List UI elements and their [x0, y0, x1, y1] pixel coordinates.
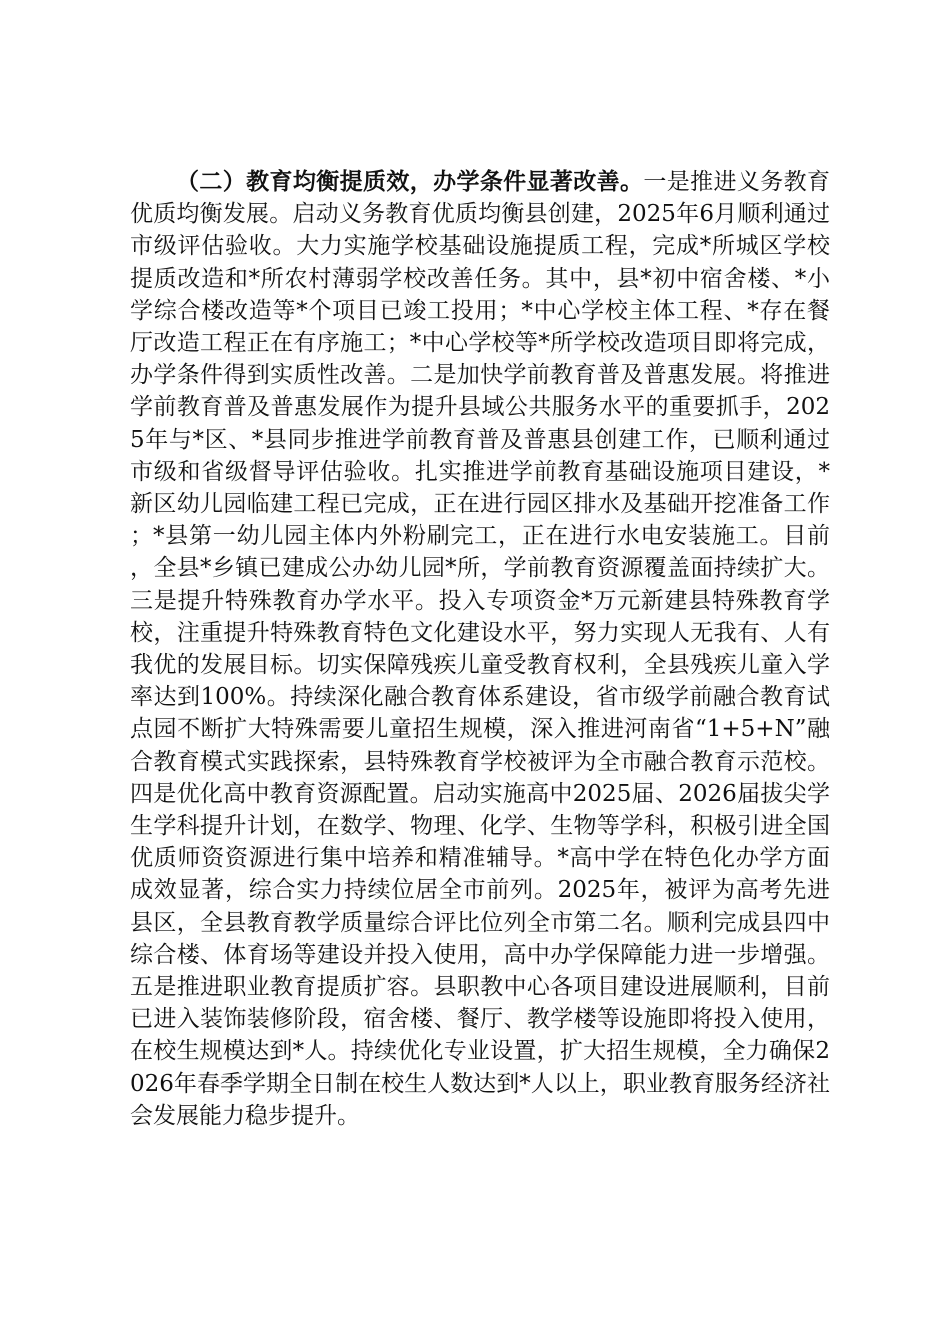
- section-heading: （二）教育均衡提质效，办学条件显著改善。: [176, 168, 644, 195]
- paragraph: [130, 166, 830, 1132]
- paragraph-text: 一是推进义务教育优质均衡发展。启动义务教育优质均衡县创建，2025年6月顺利通过市级评估验收。大力实施学校基础设施提质工程，完成*所城区学校提质改造和*所农村薄弱学校改善任务。其中，县*初中宿舍楼、*小学综合楼改造等*个项目已竣工投用；*中心学校主体工程、*存在餐厅改造工程正在有序施工；*中心学校等*所学校改造项目即将完成，办学条件得到实质性改善。二是加快学前教育普及普惠发展。将推进学前教育普及普惠发展作为提升县域公共服务水平的重要抓手，2025年与*区、*县同步推进学前教育普及普惠县创建工作，已顺利通过市级和省级督导评估验收。扎实推进学前教育基础设施项目建设，*新区幼儿园临建工程已完成，正在进行园区排水及基础开挖准备工作；*县第一幼儿园主体内外粉刷完工，正在进行水电安装施工。目前，全县*乡镇已建成公办幼儿园*所，学前教育资源覆盖面持续扩大。三是提升特殊教育办学水平。投入专项资金*万元新建县特殊教育学校，注重提升特殊教育特色文化建设水平，努力实现人无我有、人有我优的发展目标。切实保障残疾儿童受教育权利，全县残疾儿童入学率达到100%。持续深化融合教育体系建设，省市级学前融合教育试点园不断扩大特殊需要儿童招生规模，深入推进河南省“1+5+N”融合教育模式实践探索，县特殊教育学校被评为全市融合教育示范校。四是优化高中教育资源配置。启动实施高中2025届、2026届拔尖学生学科提升计划，在数学、物理、化学、生物等学科，积极引进全国优质师资资源进行集中培养和精准辅导。*高中学在特色化办学方面成效显著，综合实力持续位居全市前列。2025年，被评为高考先进县区，全县教育教学质量综合评比位列全市第二名。顺利完成县四中综合楼、体育场等建设并投入使用，高中办学保障能力进一步增强。五是推进职业教育提质扩容。县职教中心各项目建设进展顺利，目前已进入装饰装修阶段，宿舍楼、餐厅、教学楼等设施即将投入使用，在校生规模达到*人。持续优化专业设置，扩大招生规模，全力确保2026年春季学期全日制在校生人数达到*人以上，职业教育服务经济社会发展能力稳步提升。: [130, 169, 831, 1129]
- document-body: [130, 166, 830, 1132]
